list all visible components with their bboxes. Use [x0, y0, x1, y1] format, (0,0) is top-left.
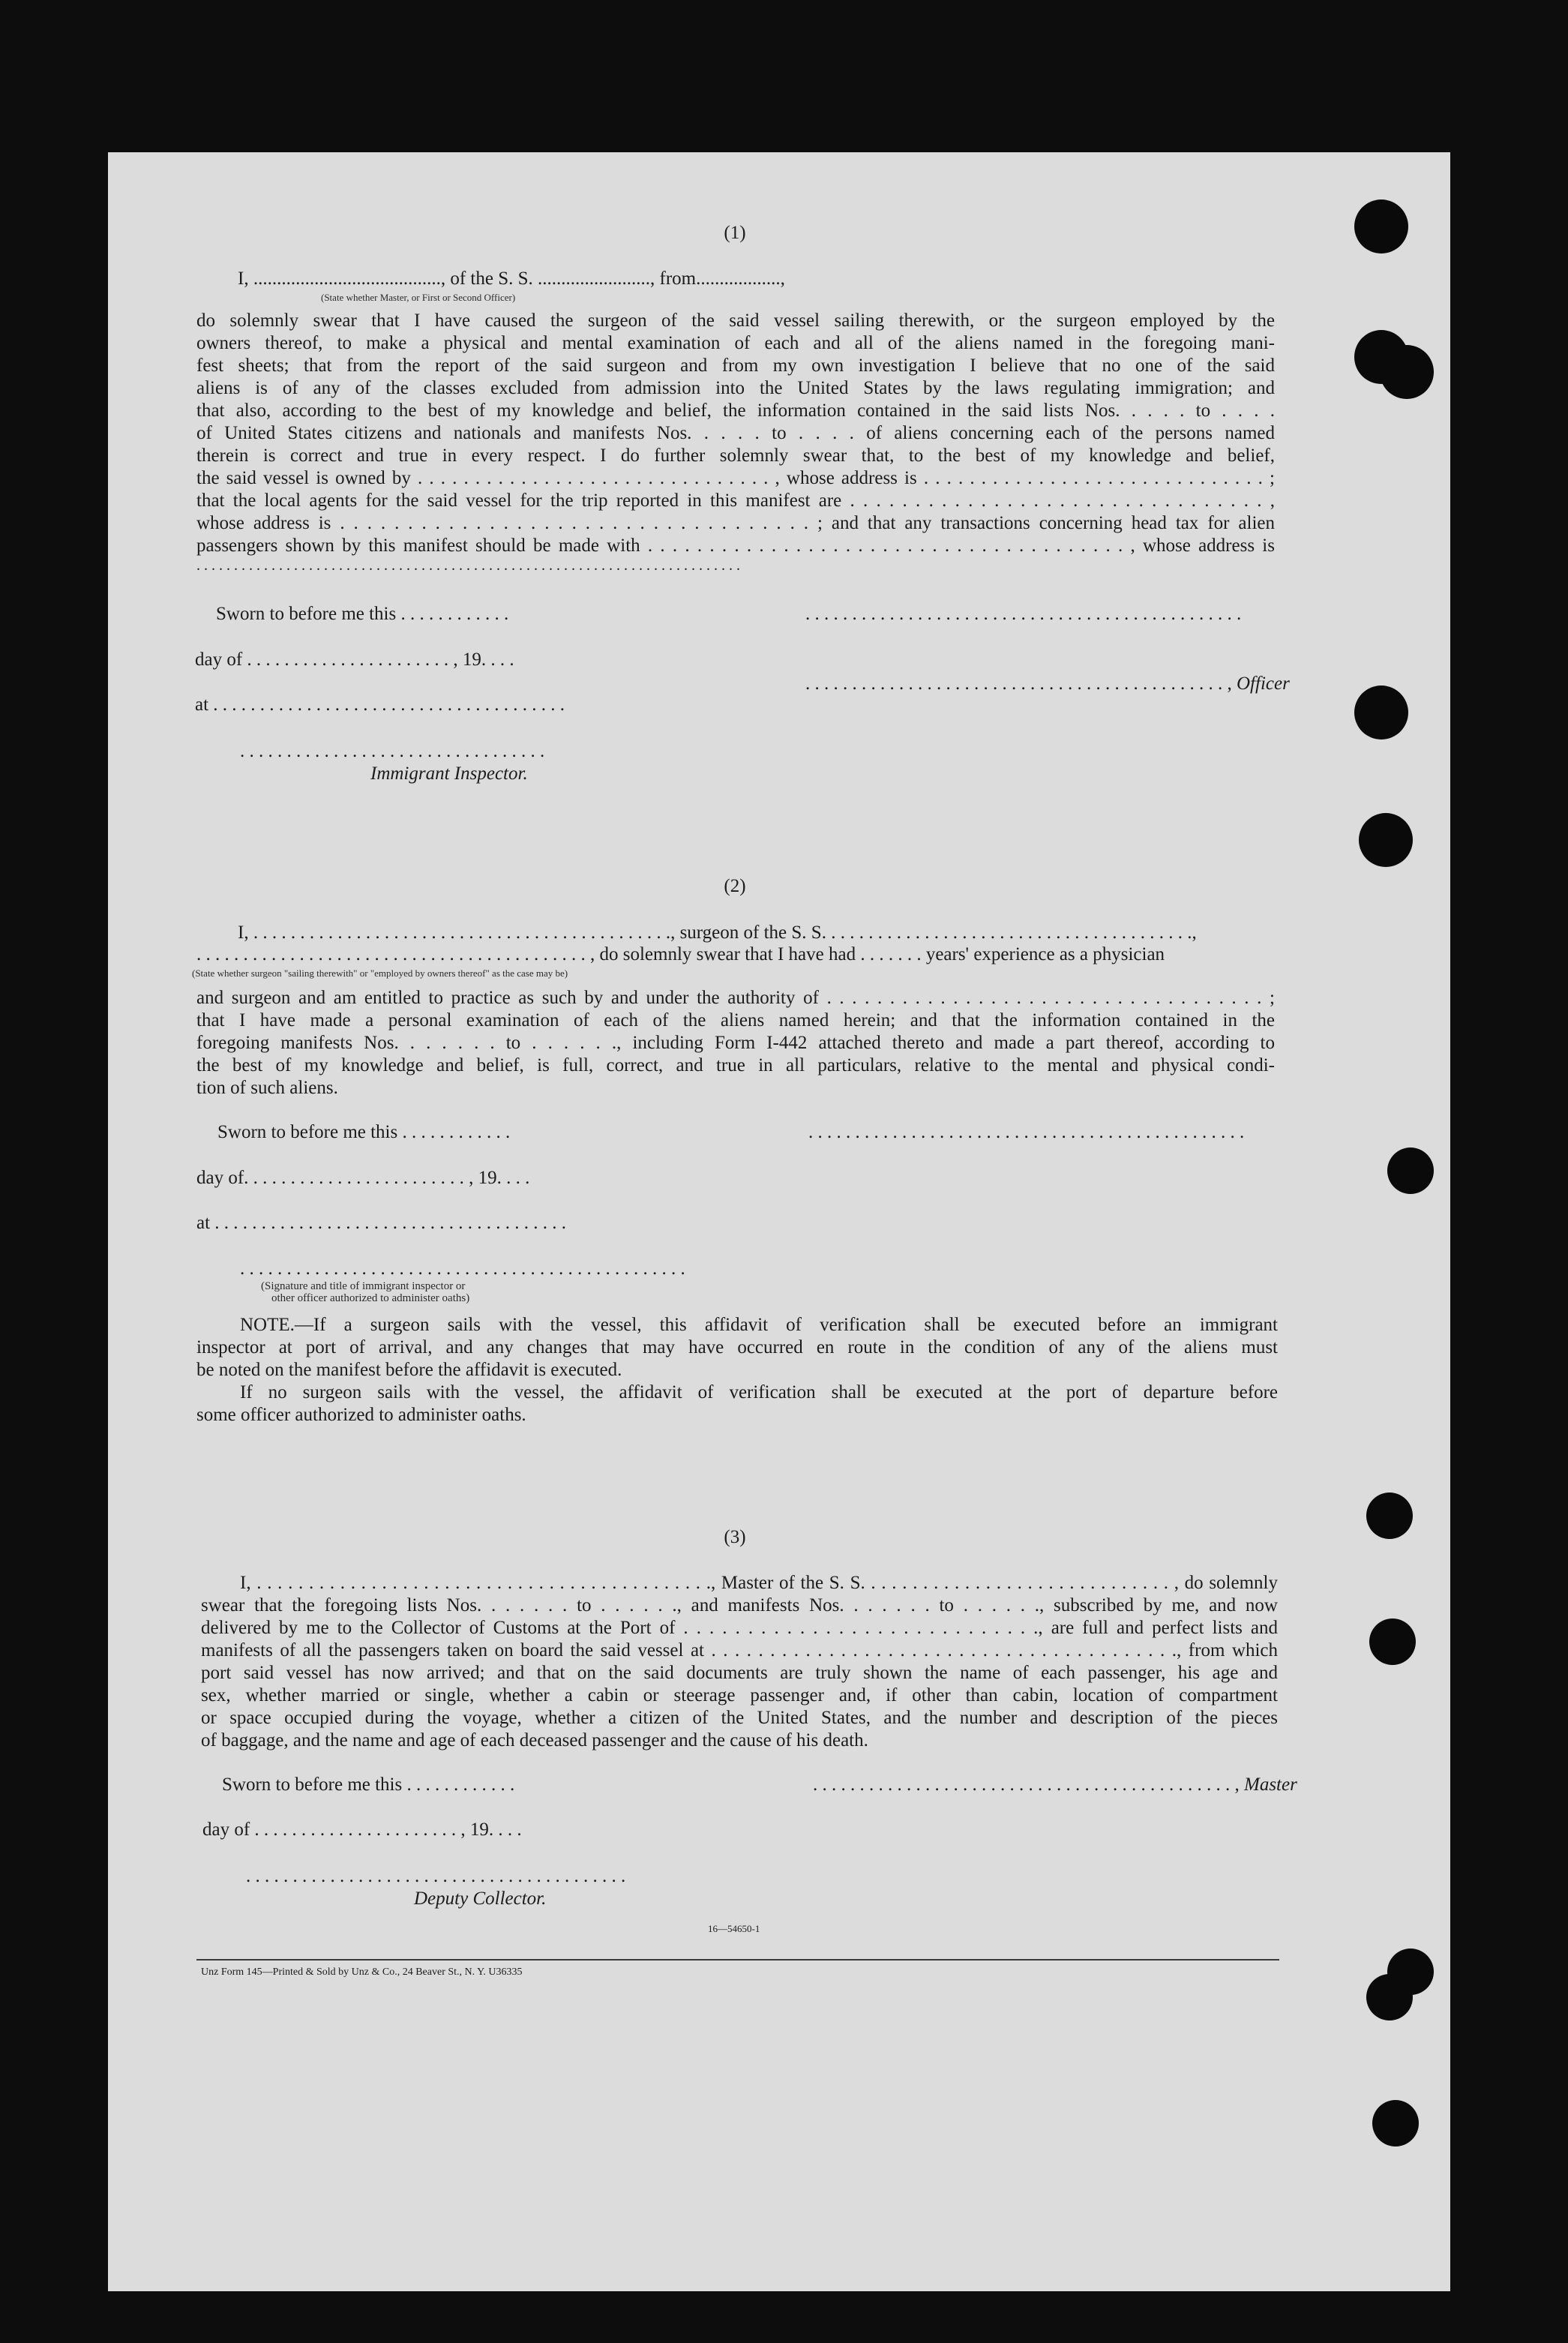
- section-2-inspector-line: . . . . . . . . . . . . . . . . . . . . . . . . . . . . . . . . . . . . . . . . . . . . . . . .: [240, 1258, 685, 1279]
- section-1-line: owners thereof, to make a physical and mental examination of each and all of the aliens named in the foregoing mani-: [196, 333, 1275, 353]
- section-1-blank-from: ..................,: [696, 268, 785, 289]
- section-3-line: swear that the foregoing lists Nos. . . . . . . to . . . . . ., and manifests Nos. . . . . . . to . . . . . ., subscribed by me, and now: [201, 1595, 1278, 1616]
- section-2-first-line: I, . . . . . . . . . . . . . . . . . . . . . . . . . . . . . . . . . . . . . . . . . . . . ., surgeon of the S. S. . . . . . . . . . . . . . . . . . . . . . . . . . . . . . . . . . . . . . . .,: [238, 922, 1197, 943]
- punch-hole: [1354, 200, 1408, 254]
- section-1-inspector-label: Immigrant Inspector.: [370, 764, 528, 784]
- section-3-line: delivered by me to the Collector of Customs at the Port of . . . . . . . . . . . . . . . . . . . . . . . . . . . ., are full and perfect lists and: [201, 1618, 1278, 1638]
- punch-hole: [1359, 813, 1413, 867]
- section-1-of-ss: , of the S. S.: [440, 268, 533, 289]
- printer-imprint: Unz Form 145—Printed & Sold by Unz & Co., 24 Beaver St., N. Y. U36335: [201, 1966, 523, 1978]
- section-2-inspector-caption-1: (Signature and title of immigrant inspector or: [261, 1280, 466, 1292]
- section-1-line: fest sheets; that from the report of the said surgeon and from my own investigation I believe that no one of the said: [196, 356, 1275, 376]
- section-1-blank-ship: ........................: [538, 268, 651, 289]
- section-2-day-of: day of. . . . . . . . . . . . . . . . . . . . . . . . , 19. . . .: [196, 1168, 530, 1188]
- section-3-line: of baggage, and the name and age of each deceased passenger and the cause of his death.: [201, 1730, 868, 1750]
- section-1-trailing-dots: . . . . . . . . . . . . . . . . . . . . . . . . . . . . . . . . . . . . . . . . . . . . . . . . . . . . . . . . . . . . . . . . . . . . . . . . .: [196, 557, 740, 574]
- section-1-inspector-line: . . . . . . . . . . . . . . . . . . . . . . . . . . . . . . . . .: [240, 741, 545, 761]
- punch-hole: [1354, 686, 1408, 740]
- section-3-sworn: Sworn to before me this . . . . . . . . . . . .: [222, 1774, 515, 1795]
- section-3-master-line: . . . . . . . . . . . . . . . . . . . . . . . . . . . . . . . . . . . . . . . . . . . . . ,: [813, 1774, 1240, 1795]
- section-3-master-signature: [813, 1774, 1297, 1796]
- section-1-sworn: Sworn to before me this . . . . . . . . . . . .: [216, 604, 509, 624]
- section-2-line: and surgeon and am entitled to practice as such by and under the authority of . . . . . . . . . . . . . . . . . . . . . . . . . . . . . . . . . . . ;: [196, 988, 1275, 1008]
- section-3-collector-label: Deputy Collector.: [414, 1888, 547, 1909]
- section-3-line: or space occupied during the voyage, whether a citizen of the United States, and the number and description of the pieces: [201, 1708, 1278, 1728]
- footer-rule: [196, 1959, 1279, 1960]
- section-2-line: foregoing manifests Nos. . . . . . . to . . . . . ., including Form I-442 attached thereto and made a part thereof, according to: [196, 1033, 1275, 1053]
- punch-hole: [1366, 1492, 1413, 1539]
- section-2-second-line: . . . . . . . . . . . . . . . . . . . . . . . . . . . . . . . . . . . . . . . . . . , do solemnly swear that I have had . . . . . . . years' experience as a physician: [196, 944, 1165, 964]
- section-2-sub-caption: (State whether surgeon "sailing therewith" or "employed by owners thereof" as the case may be): [192, 968, 568, 979]
- section-1-line: do solemnly swear that I have caused the surgeon of the said vessel sailing therewith, or the surgeon employed by the: [196, 310, 1275, 331]
- section-2-note-line: inspector at port of arrival, and any changes that may have occurred en route in the condition of any of the aliens must: [196, 1337, 1278, 1358]
- section-1-line: therein is correct and true in every respect. I do further solemnly swear that, to the best of my knowledge and belief,: [196, 446, 1275, 466]
- punch-hole: [1372, 2100, 1419, 2146]
- punch-hole: [1366, 1974, 1413, 2020]
- section-3-line: manifests of all the passengers taken on board the said vessel at . . . . . . . . . . . . . . . . . . . . . . . . . . . . . . . . . . . . . . . ., from which: [201, 1640, 1278, 1660]
- section-2-line: tion of such aliens.: [196, 1078, 338, 1098]
- section-3-line: sex, whether married or single, whether a cabin or steerage passenger and, if other than cabin, location of compartment: [201, 1685, 1278, 1706]
- section-3-line: port said vessel has now arrived; and that on the said documents are truly shown the name of each passenger, his age and: [201, 1663, 1278, 1683]
- section-3-day-of: day of . . . . . . . . . . . . . . . . . . . . . . , 19. . . .: [202, 1820, 522, 1840]
- section-1-line: the said vessel is owned by . . . . . . . . . . . . . . . . . . . . . . . . . . . . . . . , whose address is . . . . . . . . . . . . . . . . . . . . . . . . . . . . . . ;: [196, 468, 1275, 488]
- section-1-from: , from: [650, 268, 697, 289]
- section-2-sworn: Sworn to before me this . . . . . . . . . . . .: [217, 1122, 511, 1142]
- section-3-number: (3): [724, 1527, 746, 1547]
- section-2-note-line: If no surgeon sails with the vessel, the affidavit of verification shall be executed at the port of departure before: [240, 1382, 1278, 1402]
- section-2-line: the best of my knowledge and belief, is full, correct, and true in all particulars, relative to the mental and physical condi-: [196, 1055, 1275, 1076]
- section-1-sub-caption: (State whether Master, or First or Second Officer): [321, 292, 516, 303]
- section-3-collector-line: . . . . . . . . . . . . . . . . . . . . . . . . . . . . . . . . . . . . . . . . .: [246, 1866, 626, 1886]
- section-2-inspector-caption-2: other officer authorized to administer oaths): [271, 1292, 470, 1304]
- section-1-day-of: day of . . . . . . . . . . . . . . . . . . . . . . , 19. . . .: [195, 650, 514, 670]
- section-1-line: that the local agents for the said vessel for the trip reported in this manifest are . . . . . . . . . . . . . . . . . . . . . . . . . . . . . . . . ,: [196, 490, 1275, 511]
- punch-hole: [1380, 345, 1434, 399]
- section-2-signature-line: . . . . . . . . . . . . . . . . . . . . . . . . . . . . . . . . . . . . . . . . . . . . . . .: [808, 1122, 1245, 1142]
- section-3-line: I, . . . . . . . . . . . . . . . . . . . . . . . . . . . . . . . . . . . . . . . . . . . ., Master of the S. S. . . . . . . . . . . . . . . . . . . . . . . . . . . . . . , do solemnly: [240, 1573, 1278, 1593]
- section-1-prefix: I,: [238, 268, 249, 289]
- section-1-officer-line: . . . . . . . . . . . . . . . . . . . . . . . . . . . . . . . . . . . . . . . . . . . . . ,: [805, 674, 1232, 694]
- section-2-note-line: NOTE.—If a surgeon sails with the vessel, this affidavit of verification shall be executed before an immigrant: [240, 1315, 1278, 1335]
- section-1-officer-label: Officer: [1237, 674, 1290, 694]
- section-2-note-line: be noted on the manifest before the affidavit is executed.: [196, 1360, 622, 1380]
- section-2-note-line: some officer authorized to administer oaths.: [196, 1405, 526, 1425]
- section-1-officer-signature: [805, 674, 1290, 694]
- section-1-at: at . . . . . . . . . . . . . . . . . . . . . . . . . . . . . . . . . . . . . .: [195, 694, 565, 715]
- section-1-number: (1): [724, 223, 746, 243]
- section-1-signature-line: . . . . . . . . . . . . . . . . . . . . . . . . . . . . . . . . . . . . . . . . . . . . . . .: [805, 604, 1242, 624]
- punch-hole: [1387, 1148, 1434, 1194]
- form-number: 16—54650-1: [708, 1923, 760, 1934]
- section-1-line: that also, according to the best of my knowledge and belief, the information contained in the said lists Nos. . . . . to . . . .: [196, 400, 1275, 421]
- section-2-line: that I have made a personal examination of each of the aliens named herein; and that the information contained in the: [196, 1010, 1275, 1030]
- section-1-line: aliens is of any of the classes excluded from admission into the United States by the laws regulating immigration; and: [196, 378, 1275, 398]
- section-1-line: whose address is . . . . . . . . . . . . . . . . . . . . . . . . . . . . . . . . . . . ; and that any transactions concerning head tax for alien: [196, 513, 1275, 533]
- section-1-blank-rank: ........................................: [253, 268, 441, 289]
- section-1-line: of United States citizens and nationals and manifests Nos. . . . . to . . . . of aliens concerning each of the persons named: [196, 423, 1275, 443]
- section-3-master-label: Master: [1244, 1774, 1297, 1795]
- section-2-at: at . . . . . . . . . . . . . . . . . . . . . . . . . . . . . . . . . . . . . .: [196, 1213, 567, 1233]
- section-1-first-line: [238, 268, 785, 290]
- punch-hole: [1369, 1618, 1416, 1665]
- section-2-number: (2): [724, 876, 746, 896]
- section-1-line: passengers shown by this manifest should be made with . . . . . . . . . . . . . . . . . . . . . . . . . . . . . . . . . . . . . . . , whose address is: [196, 536, 1275, 556]
